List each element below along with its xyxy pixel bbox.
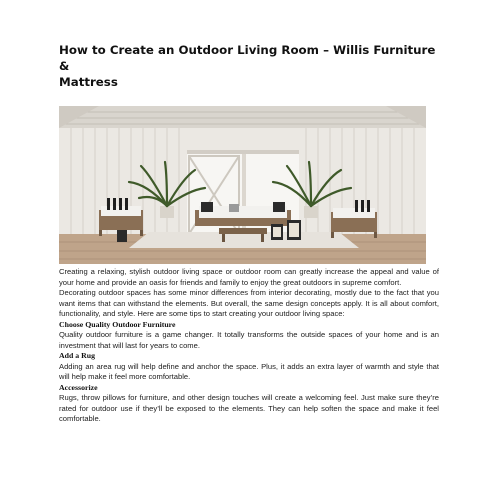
section-heading: Add a Rug: [59, 351, 95, 360]
article-body: [59, 267, 439, 425]
page-title: How to Create an Outdoor Living Room – Willis Furniture & Mattress: [59, 43, 436, 89]
decor-paragraph: Decorating outdoor spaces has some minor differences from interior decorating, mostly due to the fact that you want items that can withstand the elements. But overall, the same design concepts apply. It is all about comfort, functionality, and style. Here are some tips to start creating your outdoor living space:: [59, 288, 439, 318]
intro-paragraph: Creating a relaxing, stylish outdoor living space or outdoor room can greatly increase the appeal and value of your home and provide an oasis for friends and family to enjoy the great outdoors in supreme comfort.: [59, 267, 439, 287]
section-heading: Choose Quality Outdoor Furniture: [59, 319, 176, 329]
section-heading: Accessorize: [59, 382, 98, 392]
section-text: Quality outdoor furniture is a game changer. It totally transforms the outside spaces of your home and is an investment that will last for years to come.: [59, 330, 439, 350]
outdoor-living-room-photo: [59, 106, 426, 264]
section-text: Adding an area rug will help define and anchor the space. Plus, it adds an extra layer of warmth and style that will help make it feel more comfortable.: [59, 361, 439, 381]
section-text: Rugs, throw pillows for furniture, and other design touches will create a welcoming feel. Just make sure they’re rated for outdoor use if they’ll be exposed to the elements. They can help soften the space and make it feel comfortable.: [59, 393, 439, 423]
